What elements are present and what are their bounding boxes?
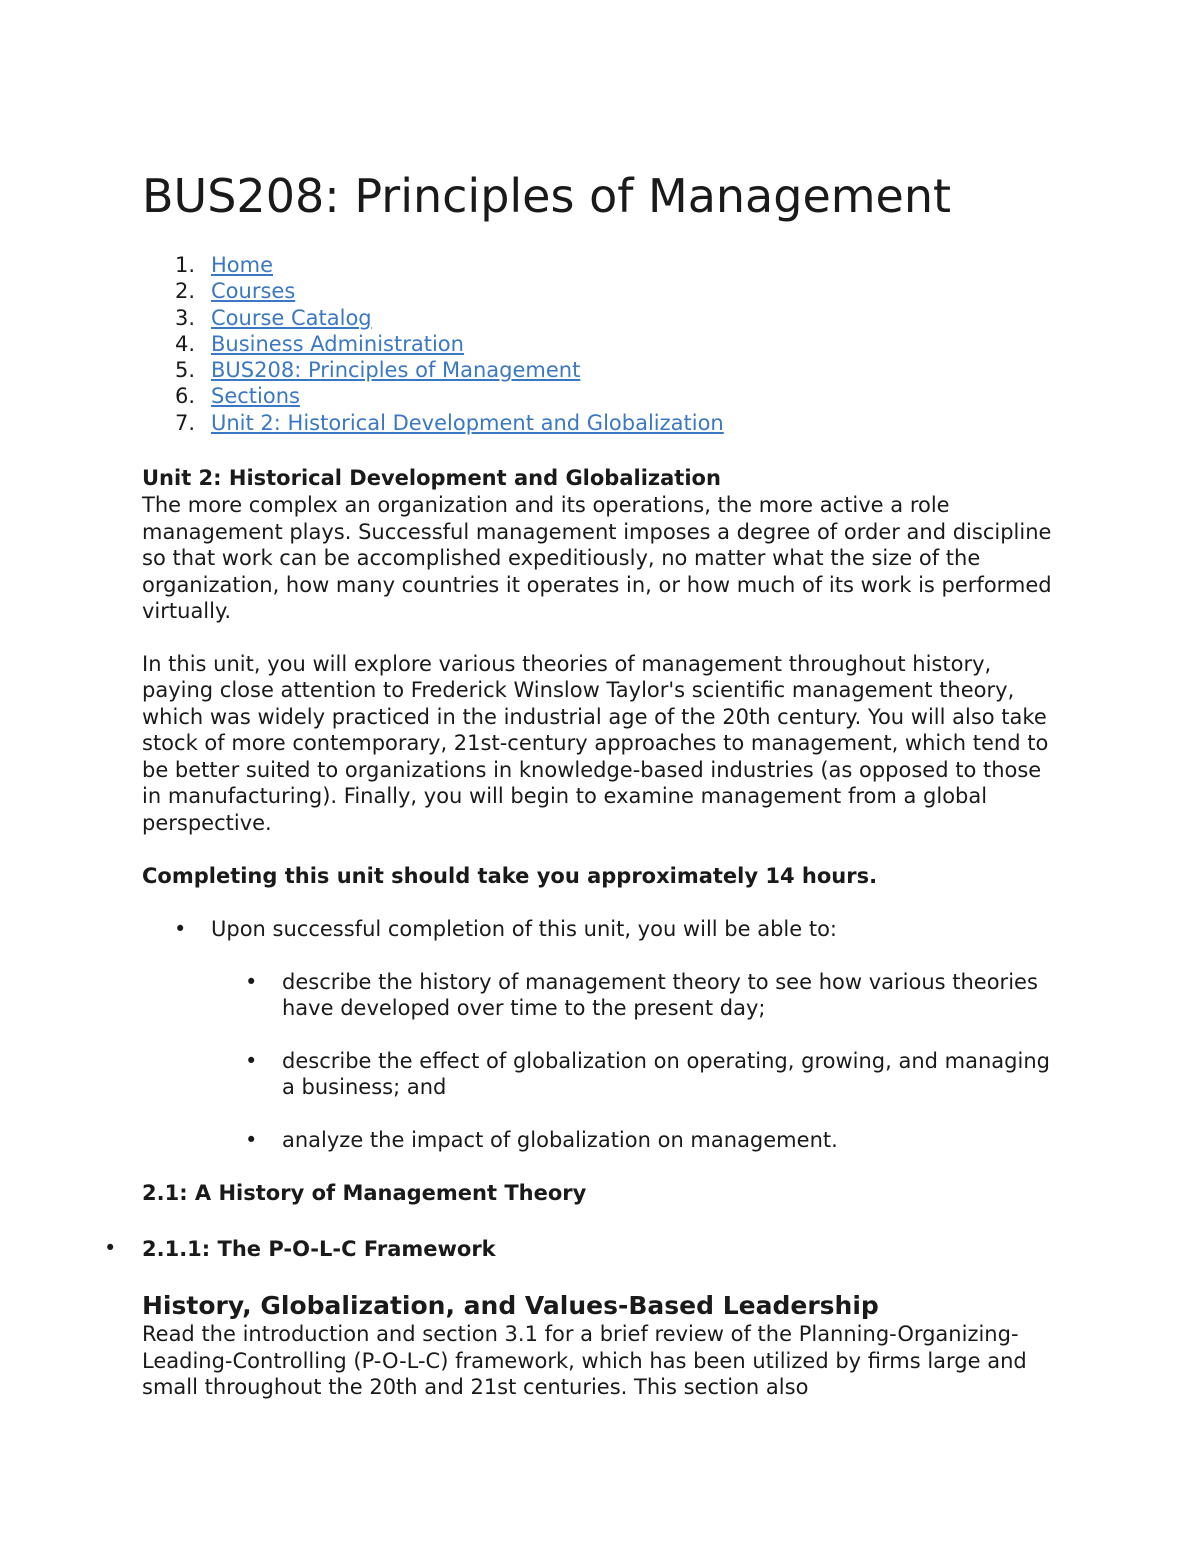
list-item bbox=[142, 1127, 1062, 1154]
list-number: 6. bbox=[175, 384, 196, 409]
breadcrumb-item bbox=[142, 278, 1062, 304]
list-number: 5. bbox=[175, 358, 196, 383]
time-estimate: Completing this unit should take you approximately 14 hours. bbox=[142, 864, 878, 889]
document-title: BUS208: Principles of Management bbox=[142, 169, 952, 223]
list-item bbox=[142, 969, 1062, 1022]
resource-body: Read the introduction and section 3.1 for a brief review of the Planning-Organizing-Leading-Controlling (P-O-L-C) framework, which has been utilized by firms large and small throughout the 20th and 21st centuries. This section also bbox=[142, 1322, 1027, 1400]
subsection-heading: 2.1.1: The P-O-L-C Framework bbox=[142, 1237, 496, 1262]
breadcrumb-link-courses[interactable]: Courses bbox=[211, 279, 296, 304]
breadcrumb-link-course[interactable]: BUS208: Principles of Management bbox=[211, 358, 581, 383]
objectives-sublist bbox=[142, 969, 1062, 1154]
breadcrumb-link-course-catalog[interactable]: Course Catalog bbox=[211, 305, 372, 330]
breadcrumb-item bbox=[142, 252, 1062, 278]
list-number: 4. bbox=[175, 331, 196, 356]
section-heading: 2.1: A History of Management Theory bbox=[142, 1181, 587, 1206]
bullet-icon: • bbox=[245, 1048, 258, 1073]
objective-text: describe the history of management theory to see how various theories have developed over time to the present day; bbox=[282, 969, 1038, 1021]
breadcrumb-link-sections[interactable]: Sections bbox=[211, 384, 300, 409]
breadcrumb-item bbox=[142, 410, 1062, 436]
objectives-intro: Upon successful completion of this unit, you will be able to: bbox=[211, 917, 838, 942]
list-item bbox=[142, 916, 1062, 943]
breadcrumb bbox=[142, 252, 1062, 436]
objective-text: analyze the impact of globalization on management. bbox=[282, 1127, 838, 1152]
objective-text: describe the effect of globalization on operating, growing, and managing a business; and bbox=[282, 1048, 1050, 1100]
list-number: 7. bbox=[175, 410, 196, 435]
document-page bbox=[104, 168, 1062, 1401]
bullet-icon: • bbox=[245, 1127, 258, 1152]
bullet-icon: • bbox=[245, 969, 258, 994]
list-item bbox=[142, 1048, 1062, 1101]
intro-paragraph: The more complex an organization and its operations, the more active a role management plays. Successful management imposes a degree of order and discipline so that work can be accomplished expeditiously, no matter what the size of the organization, how many countries it operates in, or how much of its work is performed virtually. bbox=[142, 493, 1052, 624]
bullet-icon: • bbox=[104, 1236, 117, 1261]
breadcrumb-item bbox=[142, 305, 1062, 331]
breadcrumb-link-business-administration[interactable]: Business Administration bbox=[211, 331, 464, 356]
breadcrumb-link-unit-2[interactable]: Unit 2: Historical Development and Globalization bbox=[211, 410, 724, 435]
breadcrumb-link-home[interactable]: Home bbox=[211, 253, 274, 277]
objectives-list bbox=[142, 916, 1062, 943]
resource-heading: History, Globalization, and Values-Based Leadership bbox=[142, 1291, 879, 1321]
breadcrumb-item bbox=[142, 357, 1062, 383]
list-number: 3. bbox=[175, 305, 196, 330]
breadcrumb-item bbox=[142, 383, 1062, 409]
breadcrumb-item bbox=[142, 331, 1062, 357]
list-number: 1. bbox=[175, 253, 196, 277]
bullet-icon: • bbox=[174, 917, 187, 942]
intro-paragraph: In this unit, you will explore various theories of management throughout history, paying close attention to Frederick Winslow Taylor's scientific management theory, which was widely practiced in the industrial age of the 20th century. You will also take stock of more contemporary, 21st-century approaches to management, which tend to be better suited to organizations in knowledge-based industries (as opposed to those in manufacturing). Finally, you will begin to examine management from a global perspective. bbox=[142, 651, 1049, 835]
unit-heading: Unit 2: Historical Development and Globalization bbox=[142, 466, 721, 491]
list-number: 2. bbox=[175, 279, 196, 304]
subsection-item bbox=[104, 1235, 1062, 1263]
